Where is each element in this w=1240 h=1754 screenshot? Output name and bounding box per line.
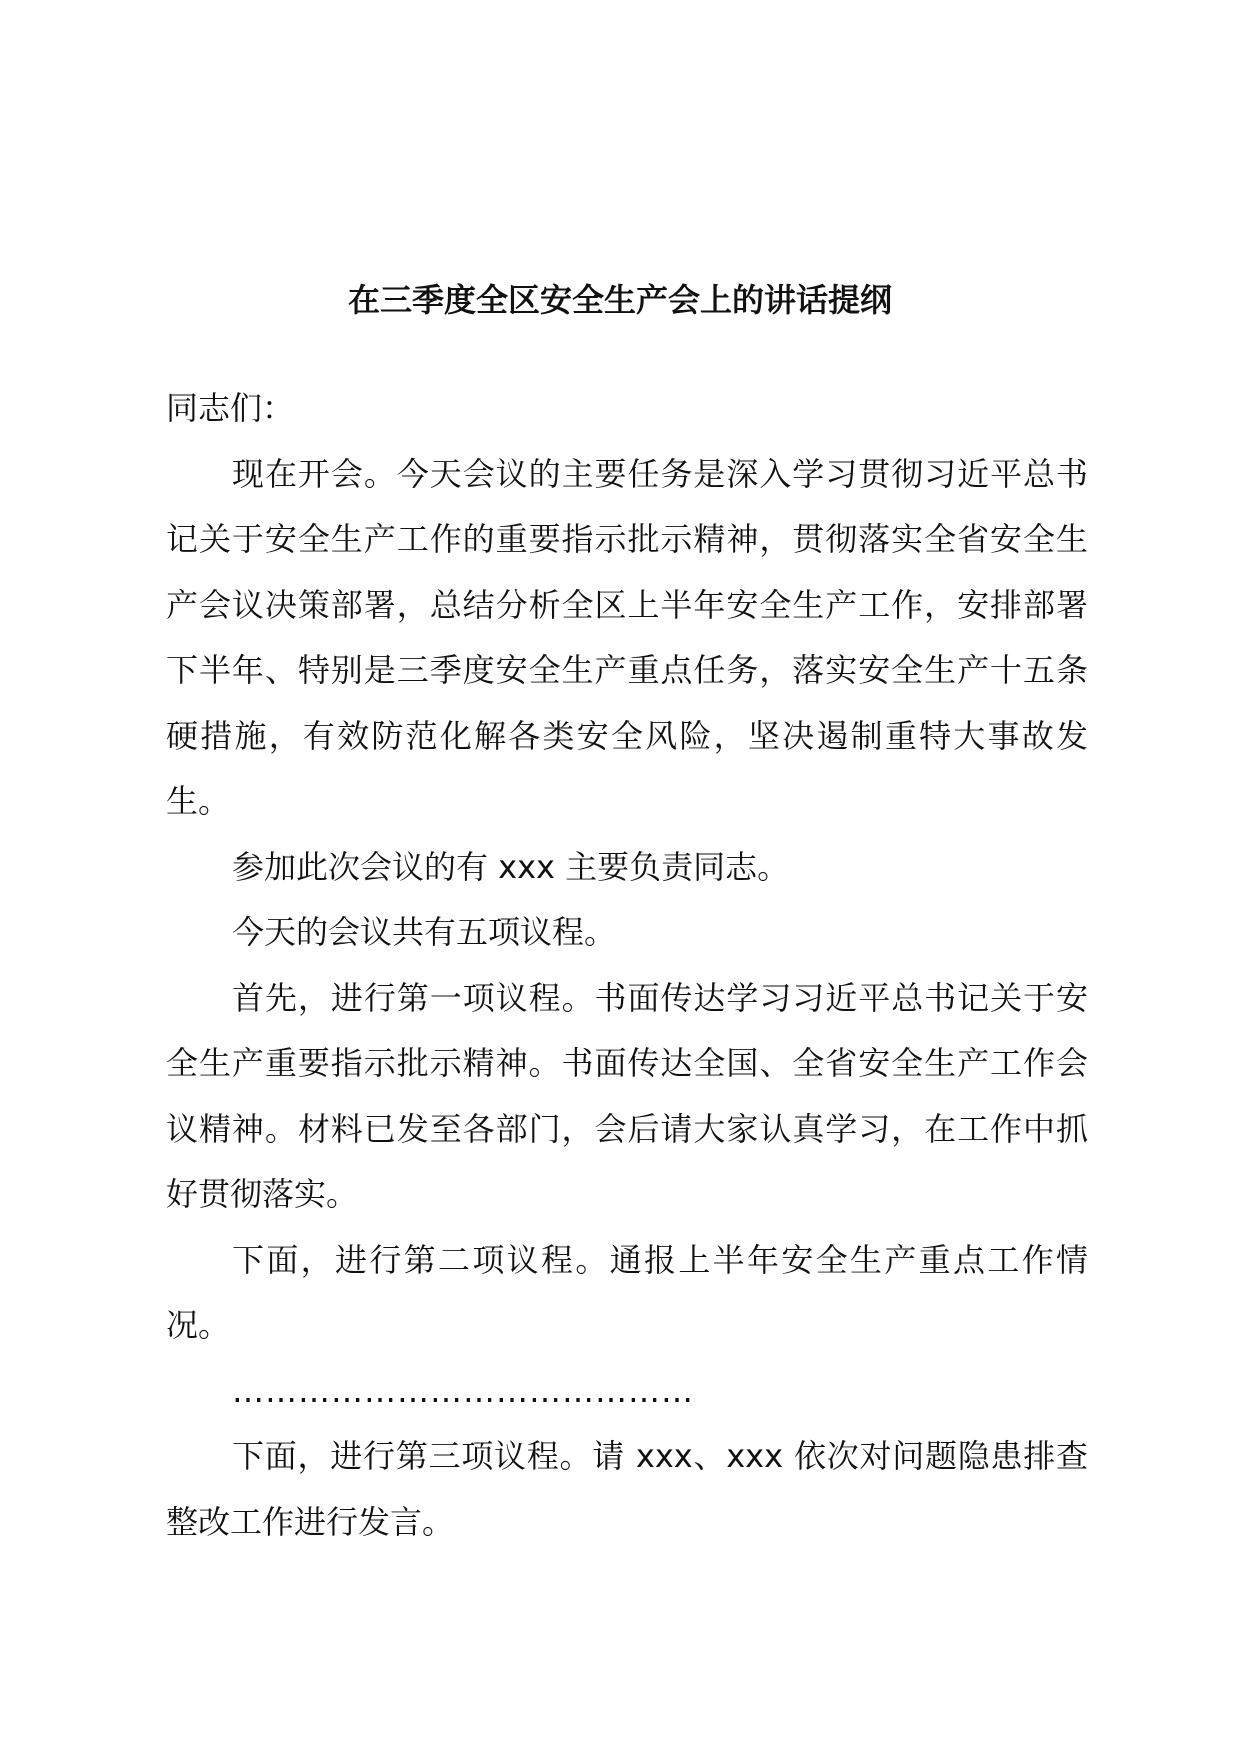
paragraph-agenda-item-1: 首先，进行第一项议程。书面传达学习习近平总书记关于安全生产重要指示批示精神。书面传达全国、全省安全生产工作会议精神。材料已发至各部门，会后请大家认真学习，在工作中抓好贯彻落实。 [166, 978, 1088, 1213]
paragraph-agenda-item-3: 下面，进行第三项议程。请 xxx、xxx 依次对问题隐患排查整改工作进行发言。 [166, 1437, 1088, 1541]
ellipsis-separator: …………………………………… [232, 1371, 694, 1410]
paragraph-opening: 现在开会。今天会议的主要任务是深入学习贯彻习近平总书记关于安全生产工作的重要指示批示精神，贯彻落实全省安全生产会议决策部署，总结分析全区上半年安全生产工作，安排部署下半年、特别是三季度安全生产重点任务，落实安全生产十五条硬措施，有效防范化解各类安全风险，坚决遏制重特大事故发生。 [166, 454, 1088, 820]
document-body [166, 376, 1088, 1555]
document-title: 在三季度全区安全生产会上的讲话提纲 [347, 281, 892, 319]
paragraph-attendees: 参加此次会议的有 xxx 主要负责同志。 [232, 847, 790, 886]
paragraph-agenda-item-2: 下面，进行第二项议程。通报上半年安全生产重点工作情况。 [166, 1240, 1088, 1344]
salutation: 同志们： [166, 389, 295, 427]
paragraph-agenda-count: 今天的会议共有五项议程。 [232, 913, 617, 951]
